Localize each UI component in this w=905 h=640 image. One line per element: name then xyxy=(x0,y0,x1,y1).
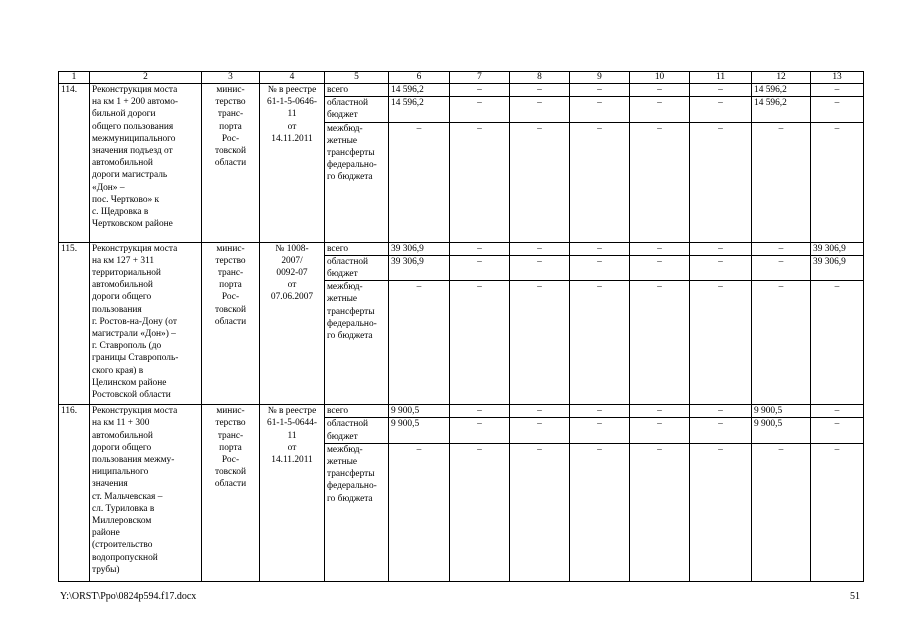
customer-cell: минис- терство транс- порта Рос- товской области xyxy=(202,242,260,405)
column-number-cell: 11 xyxy=(690,72,752,84)
amount-cell: – xyxy=(811,97,864,122)
amount-cell: – xyxy=(690,418,752,443)
amount-cell: – xyxy=(690,405,752,418)
investment-table xyxy=(58,71,864,582)
amount-cell: 9 900,5 xyxy=(389,418,450,443)
amount-cell: – xyxy=(510,97,570,122)
amount-cell: – xyxy=(690,443,752,581)
amount-cell: – xyxy=(690,242,752,255)
amount-cell: 14 596,2 xyxy=(389,97,450,122)
table-row xyxy=(59,405,864,418)
amount-cell: – xyxy=(752,255,811,280)
amount-cell: – xyxy=(690,97,752,122)
amount-cell: – xyxy=(690,281,752,405)
amount-cell: – xyxy=(450,97,510,122)
customer-cell: минис- терство транс- порта Рос- товской области xyxy=(202,405,260,582)
object-name-cell: Реконструкция моста на км 127 + 311 территориальной автомобильной дороги общего пользования г. Ростов-на-Дону (от магистрали «Дон») – г. Ставрополь (до границы Ставрополь- ского края) в Целинском районе Ростовской области xyxy=(90,242,202,405)
funding-source-cell: межбюд- жетные трансферты федерально- го бюджета xyxy=(325,122,389,242)
amount-cell: – xyxy=(630,255,690,280)
amount-cell: – xyxy=(570,84,630,97)
amount-cell: – xyxy=(389,122,450,242)
amount-cell: – xyxy=(450,84,510,97)
page-number: 51 xyxy=(850,591,860,602)
table-row xyxy=(59,242,864,255)
amount-cell: 39 306,9 xyxy=(389,255,450,280)
registry-number-cell: № в реестре 61-1-5-0646- 11 от 14.11.2011 xyxy=(260,84,325,243)
column-number-cell: 7 xyxy=(450,72,510,84)
amount-cell: – xyxy=(752,242,811,255)
amount-cell: – xyxy=(811,418,864,443)
column-number-cell: 9 xyxy=(570,72,630,84)
amount-cell: – xyxy=(570,281,630,405)
registry-number-cell: № 1008- 2007/ 0092-07 от 07.06.2007 xyxy=(260,242,325,405)
amount-cell: – xyxy=(811,84,864,97)
table-row xyxy=(59,84,864,97)
funding-source-cell: межбюд- жетные трансферты федерально- го бюджета xyxy=(325,281,389,405)
amount-cell: 39 306,9 xyxy=(811,242,864,255)
column-number-cell: 13 xyxy=(811,72,864,84)
column-number-cell: 4 xyxy=(260,72,325,84)
amount-cell: – xyxy=(510,122,570,242)
amount-cell: – xyxy=(450,418,510,443)
amount-cell: – xyxy=(570,242,630,255)
amount-cell: – xyxy=(570,443,630,581)
amount-cell: – xyxy=(450,255,510,280)
amount-cell: 14 596,2 xyxy=(752,84,811,97)
column-number-cell: 1 xyxy=(59,72,90,84)
column-number-cell: 5 xyxy=(325,72,389,84)
row-number-cell: 115. xyxy=(59,242,90,405)
amount-cell: – xyxy=(811,281,864,405)
funding-source-cell: всего xyxy=(325,242,389,255)
amount-cell: – xyxy=(389,281,450,405)
funding-source-cell: областной бюджет xyxy=(325,255,389,280)
amount-cell: – xyxy=(630,242,690,255)
amount-cell: – xyxy=(811,443,864,581)
amount-cell: – xyxy=(690,122,752,242)
amount-cell: – xyxy=(570,122,630,242)
amount-cell: – xyxy=(510,255,570,280)
amount-cell: – xyxy=(752,122,811,242)
amount-cell: 14 596,2 xyxy=(389,84,450,97)
customer-cell: минис- терство транс- порта Рос- товской области xyxy=(202,84,260,243)
amount-cell: – xyxy=(570,405,630,418)
amount-cell: – xyxy=(450,443,510,581)
amount-cell: – xyxy=(389,443,450,581)
amount-cell: 39 306,9 xyxy=(811,255,864,280)
amount-cell: – xyxy=(570,418,630,443)
funding-source-cell: всего xyxy=(325,84,389,97)
column-number-cell: 10 xyxy=(630,72,690,84)
amount-cell: – xyxy=(630,443,690,581)
amount-cell: 9 900,5 xyxy=(752,405,811,418)
amount-cell: – xyxy=(630,418,690,443)
amount-cell: – xyxy=(510,281,570,405)
amount-cell: – xyxy=(510,405,570,418)
row-number-cell: 114. xyxy=(59,84,90,243)
amount-cell: – xyxy=(630,84,690,97)
column-number-row xyxy=(59,72,864,84)
amount-cell: – xyxy=(510,443,570,581)
amount-cell: – xyxy=(450,242,510,255)
amount-cell: – xyxy=(690,255,752,280)
amount-cell: – xyxy=(570,97,630,122)
amount-cell: – xyxy=(630,97,690,122)
amount-cell: – xyxy=(690,84,752,97)
funding-source-cell: областной бюджет xyxy=(325,97,389,122)
registry-number-cell: № в реестре 61-1-5-0644- 11 от 14.11.2011 xyxy=(260,405,325,582)
file-path: Y:\ORST\Ppo\0824p594.f17.docx xyxy=(60,591,197,602)
column-number-cell: 2 xyxy=(90,72,202,84)
object-name-cell: Реконструкция моста на км 11 + 300 автомобильной дороги общего пользования межму- ниципального значения ст. Мальчевская – сл. Туриловка в Миллеровском районе (строительство водопропускной трубы) xyxy=(90,405,202,582)
column-number-cell: 3 xyxy=(202,72,260,84)
funding-source-cell: областной бюджет xyxy=(325,418,389,443)
funding-source-cell: межбюд- жетные трансферты федерально- го бюджета xyxy=(325,443,389,581)
amount-cell: – xyxy=(510,84,570,97)
amount-cell: – xyxy=(450,405,510,418)
funding-source-cell: всего xyxy=(325,405,389,418)
amount-cell: 14 596,2 xyxy=(752,97,811,122)
amount-cell: 39 306,9 xyxy=(389,242,450,255)
amount-cell: 9 900,5 xyxy=(389,405,450,418)
column-number-cell: 8 xyxy=(510,72,570,84)
amount-cell: – xyxy=(752,443,811,581)
object-name-cell: Реконструкция моста на км 1 + 200 автомо- бильной дороги общего пользования межмуниципального значения подъезд от автомобильной дороги магистраль «Дон» – пос. Чертково» к с. Щедровка в Чертковском районе xyxy=(90,84,202,243)
row-number-cell: 116. xyxy=(59,405,90,582)
amount-cell: – xyxy=(811,405,864,418)
amount-cell: – xyxy=(811,122,864,242)
amount-cell: – xyxy=(450,122,510,242)
amount-cell: – xyxy=(630,281,690,405)
table-body xyxy=(59,72,864,582)
amount-cell: 9 900,5 xyxy=(752,418,811,443)
column-number-cell: 12 xyxy=(752,72,811,84)
amount-cell: – xyxy=(630,122,690,242)
amount-cell: – xyxy=(752,281,811,405)
amount-cell: – xyxy=(570,255,630,280)
amount-cell: – xyxy=(630,405,690,418)
amount-cell: – xyxy=(510,242,570,255)
amount-cell: – xyxy=(510,418,570,443)
column-number-cell: 6 xyxy=(389,72,450,84)
amount-cell: – xyxy=(450,281,510,405)
